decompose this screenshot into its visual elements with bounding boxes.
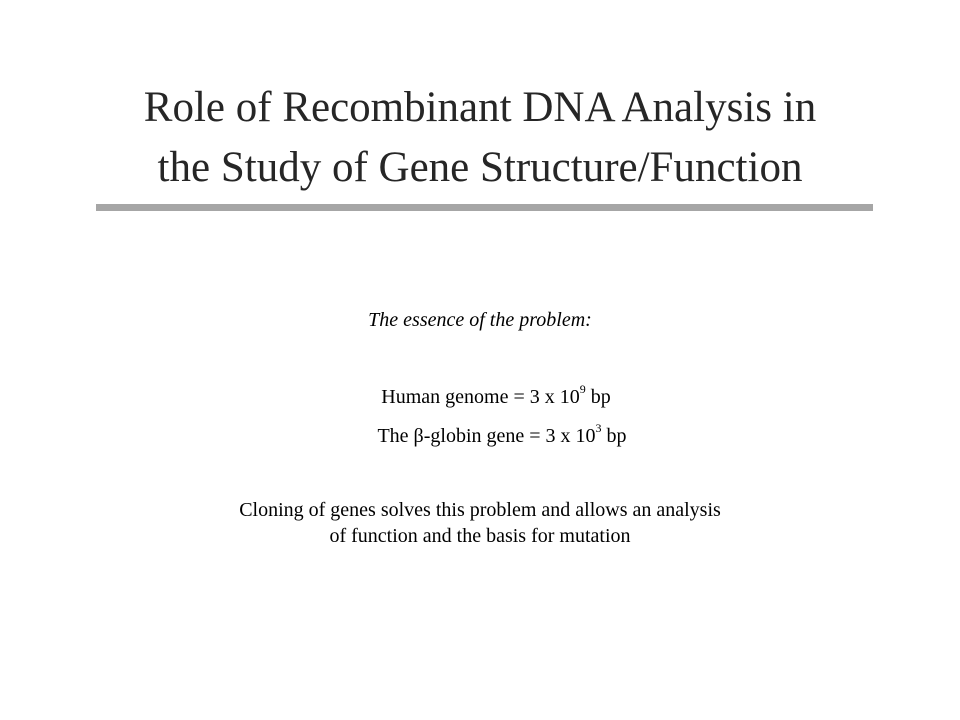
beta-globin-equation — [22, 422, 960, 450]
conclusion-line-2: of function and the basis for mutation — [329, 525, 631, 547]
beta-globin-exponent: 3 — [595, 421, 602, 436]
title-line-1: Role of Recombinant DNA Analysis in — [143, 84, 817, 131]
beta-globin-equation-suffix: bp — [601, 425, 627, 447]
human-genome-exponent: 9 — [579, 382, 586, 397]
conclusion-text — [0, 497, 960, 549]
title-line-2: the Study of Gene Structure/Function — [157, 144, 803, 191]
beta-globin-equation-prefix: The β-globin gene = 3 x 10 — [377, 425, 596, 447]
human-genome-equation-prefix: Human genome = 3 x 10 — [381, 386, 580, 408]
slide-title — [60, 78, 900, 198]
human-genome-equation — [16, 383, 960, 411]
problem-subheading: The essence of the problem: — [368, 309, 592, 331]
title-divider — [96, 204, 873, 211]
human-genome-equation-suffix: bp — [585, 386, 611, 408]
conclusion-line-1: Cloning of genes solves this problem and allows an analysis — [239, 499, 721, 521]
